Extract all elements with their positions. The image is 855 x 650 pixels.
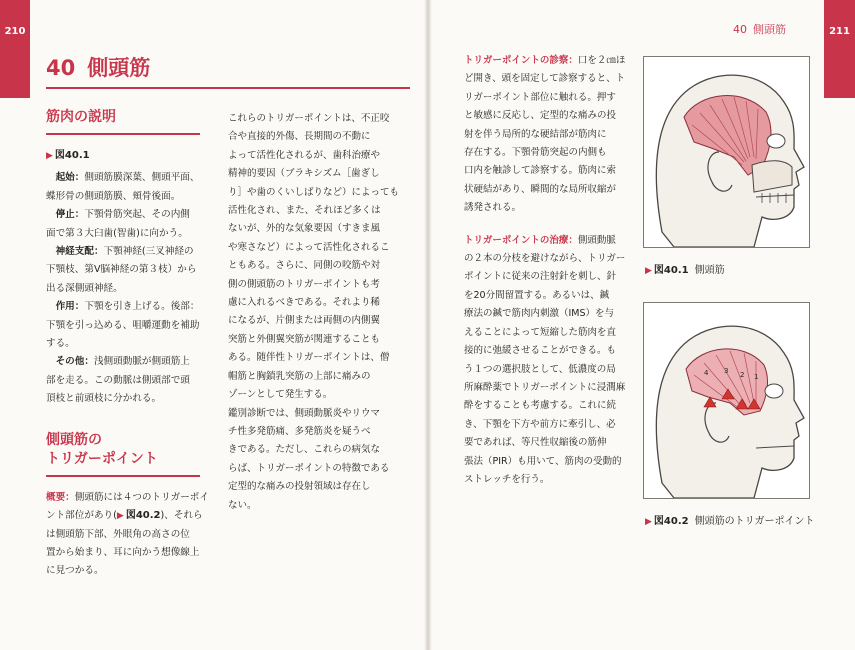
treatment-line: 療法の鍼で筋肉内刺激（IMS）を与 xyxy=(464,308,615,320)
body-text-line: ない。 xyxy=(228,499,257,511)
section-heading-trigger-points: 側頭筋の トリガーポイント xyxy=(46,431,158,467)
treatment-line: を20分間留置する。あるいは、鍼 xyxy=(464,289,610,301)
triangle-marker-icon: ▶ xyxy=(645,517,652,527)
section-heading-description: 筋肉の説明 xyxy=(46,109,116,125)
action-line: 下顎を引っ込める、咀嚼運動を補助 xyxy=(46,319,200,331)
trigger-activation-column xyxy=(228,110,406,515)
body-text-line: 精神的要因（ブラキシズム［歯ぎし xyxy=(228,168,380,180)
diagnosis-line: ど開き、頭を固定して診察すると、ト xyxy=(464,73,626,85)
body-text-line: り］や歯のくいしばりなど）によっても xyxy=(228,186,400,198)
page-number-tab-left xyxy=(0,0,30,98)
book-gutter xyxy=(424,0,432,650)
triangle-marker-icon: ▶ xyxy=(116,511,124,522)
treatment-line: の２本の分枝を避けながら、トリガー xyxy=(464,253,626,265)
figure-40-1-caption: ▶ 図40.1 側頭筋 xyxy=(645,265,725,276)
section-heading-rule xyxy=(46,133,200,135)
muscle-description-column xyxy=(46,108,216,581)
insertion-line: 面で第３大臼歯(智歯)に向かう。 xyxy=(46,227,188,239)
nerve-line: 下顎枝、第Ⅴ脳神経の第３枝）から xyxy=(46,264,197,276)
body-text-line: ある。随伴性トリガーポイントは、僧 xyxy=(228,352,390,364)
treatment-line: 所麻酔薬でトリガーポイントに浸潤麻 xyxy=(464,381,626,393)
body-text-line: 帽筋と胸鎖乳突筋の上部に痛みの xyxy=(228,370,371,382)
chapter-number: 40 xyxy=(46,56,76,80)
trigger-point-label: 3 xyxy=(724,367,729,375)
action-line: する。 xyxy=(46,338,75,350)
diagnosis-line: 状硬結があり、瞬間的な局所収縮が xyxy=(464,183,617,195)
overview-line: は側頭筋下部、外眼角の高さの位 xyxy=(46,528,190,540)
figure-40-2 xyxy=(643,302,810,499)
trigger-point-label: 4 xyxy=(704,369,709,377)
body-text-line: 活性化され、また、それほど多くは xyxy=(228,205,381,217)
treatment-line: えることによって短縮した筋肉を直 xyxy=(464,326,617,338)
overview-para: 概要：側頭筋には４つのトリガーポイ xyxy=(46,491,209,503)
running-head-number: 40 xyxy=(733,23,747,36)
diagnosis-line: 誘発される。 xyxy=(464,202,522,214)
figure-ref-40-1: ▶ 図40.1 xyxy=(46,150,90,161)
trigger-point-label: 2 xyxy=(740,371,745,379)
diagnosis-line: リガーポイント部位に触れる。押す xyxy=(464,91,616,103)
other-line: 部を走る。この動脈は側頭部で頭 xyxy=(46,374,190,386)
treatment-para: トリガーポイントの治療：側頭動脈 xyxy=(464,234,616,246)
treatment-line: 酔をすることも考慮する。これに続 xyxy=(464,400,617,412)
body-text-line: よって活性化されるが、歯科治療や xyxy=(228,149,381,161)
body-text-line: 鑑別診断では、側頭動脈炎やリウマ xyxy=(228,407,381,419)
origin-line: 蝶形骨の側頭筋膜、頬骨後面。 xyxy=(46,190,181,202)
overview-line: に見つかる。 xyxy=(46,565,104,577)
page-number-tab-right xyxy=(824,0,855,98)
action-para: 作用：下顎を引き上げる。後部： xyxy=(55,301,200,313)
body-text-line: きである。ただし、これらの病気な xyxy=(228,444,381,456)
diagnosis-line: と敏感に反応し、定型的な痛みの投 xyxy=(464,110,617,122)
running-head xyxy=(733,21,786,37)
trigger-point-label: 1 xyxy=(754,373,759,381)
chapter-name: 側頭筋 xyxy=(87,56,151,80)
body-text-line: 側の側頭筋のトリガーポイントも考 xyxy=(228,278,380,290)
body-text-line: これらのトリガーポイントは、不正咬 xyxy=(228,113,390,124)
other-para: その他：浅側頭動脈が側頭筋上 xyxy=(55,356,190,368)
body-text-line: チ性多発筋痛、多発筋炎を疑うべ xyxy=(228,425,371,437)
body-text-line: ないが、外的な気象要因（すきま風 xyxy=(228,223,381,235)
running-head-title: 側頭筋 xyxy=(753,23,786,36)
trigger-points-illustration xyxy=(644,303,809,498)
figure-40-2-caption: ▶ 図40.2 側頭筋のトリガーポイント xyxy=(645,516,815,527)
page-number-right: 211 xyxy=(829,26,850,37)
body-text-line: ともある。さらに、同側の咬筋や対 xyxy=(228,260,381,272)
body-text-line: ゾーンとして発生する。 xyxy=(228,389,333,401)
body-text-line: らば、トリガーポイントの特徴である xyxy=(228,462,390,474)
body-text-line: 慮に入れるべきである。それより稀 xyxy=(228,297,381,309)
diagnosis-line: 口内を触診して診察する。筋肉に索 xyxy=(464,165,617,177)
treatment-line: ポイントに従来の注射針を刺し、針 xyxy=(464,271,617,283)
triangle-marker-icon: ▶ xyxy=(46,151,53,161)
overview-line: 置から始まり、耳に向かう想像線上 xyxy=(46,546,200,558)
treatment-line: 接的に弛緩させることができる。も xyxy=(464,345,617,357)
temporalis-muscle-illustration xyxy=(644,57,809,247)
treatment-line: 要であれば、等尺性収縮後の筋伸 xyxy=(464,437,607,449)
diagnosis-line: 存在する。下顎骨筋突起の内側も xyxy=(464,147,607,159)
triangle-marker-icon: ▶ xyxy=(645,266,652,276)
insertion-para: 停止：下顎骨筋突起、その内側 xyxy=(55,209,190,221)
treatment-line: き、下顎を下方や前方に牽引し、必 xyxy=(464,418,616,430)
section-heading-rule xyxy=(46,475,200,477)
diagnosis-treatment-column xyxy=(464,52,636,489)
nerve-line: 出る深側頭神経。 xyxy=(46,282,123,294)
chapter-title xyxy=(46,52,150,82)
body-text-line: や寒さなど）によって活性化されるこ xyxy=(228,241,390,253)
body-text-line: 定型的な痛みの投射領域は存在し xyxy=(228,481,371,493)
page-number-left: 210 xyxy=(4,26,26,37)
diagnosis-para: トリガーポイントの診察：口を２㎝ほ xyxy=(464,55,626,66)
origin-para: 起始：側頭筋膜深葉、側頭平面、 xyxy=(55,172,200,184)
body-text-line: 合や直接的外傷、長期間の不動に xyxy=(228,131,371,143)
other-line: 頂枝と前頭枝に分かれる。 xyxy=(46,393,162,405)
body-text-line: 突筋と外側翼突筋が関連することも xyxy=(228,333,381,345)
nerve-para: 神経支配：下顎神経(三叉神経の xyxy=(55,246,194,258)
figure-40-1 xyxy=(643,56,810,248)
treatment-line: う１つの選択肢として、低濃度の局 xyxy=(464,363,616,375)
diagnosis-line: 射を伴う局所的な硬結部が筋肉に xyxy=(464,128,607,140)
treatment-line: 張法（PIR）も用いて、筋肉の受動的 xyxy=(464,455,622,467)
treatment-line: ストレッチを行う。 xyxy=(464,473,550,485)
body-text-line: になるが、片側または両側の内側翼 xyxy=(228,315,381,327)
title-rule xyxy=(46,87,410,89)
overview-line-with-ref: ント部位があり(▶ 図40.2)、それら xyxy=(46,510,203,522)
